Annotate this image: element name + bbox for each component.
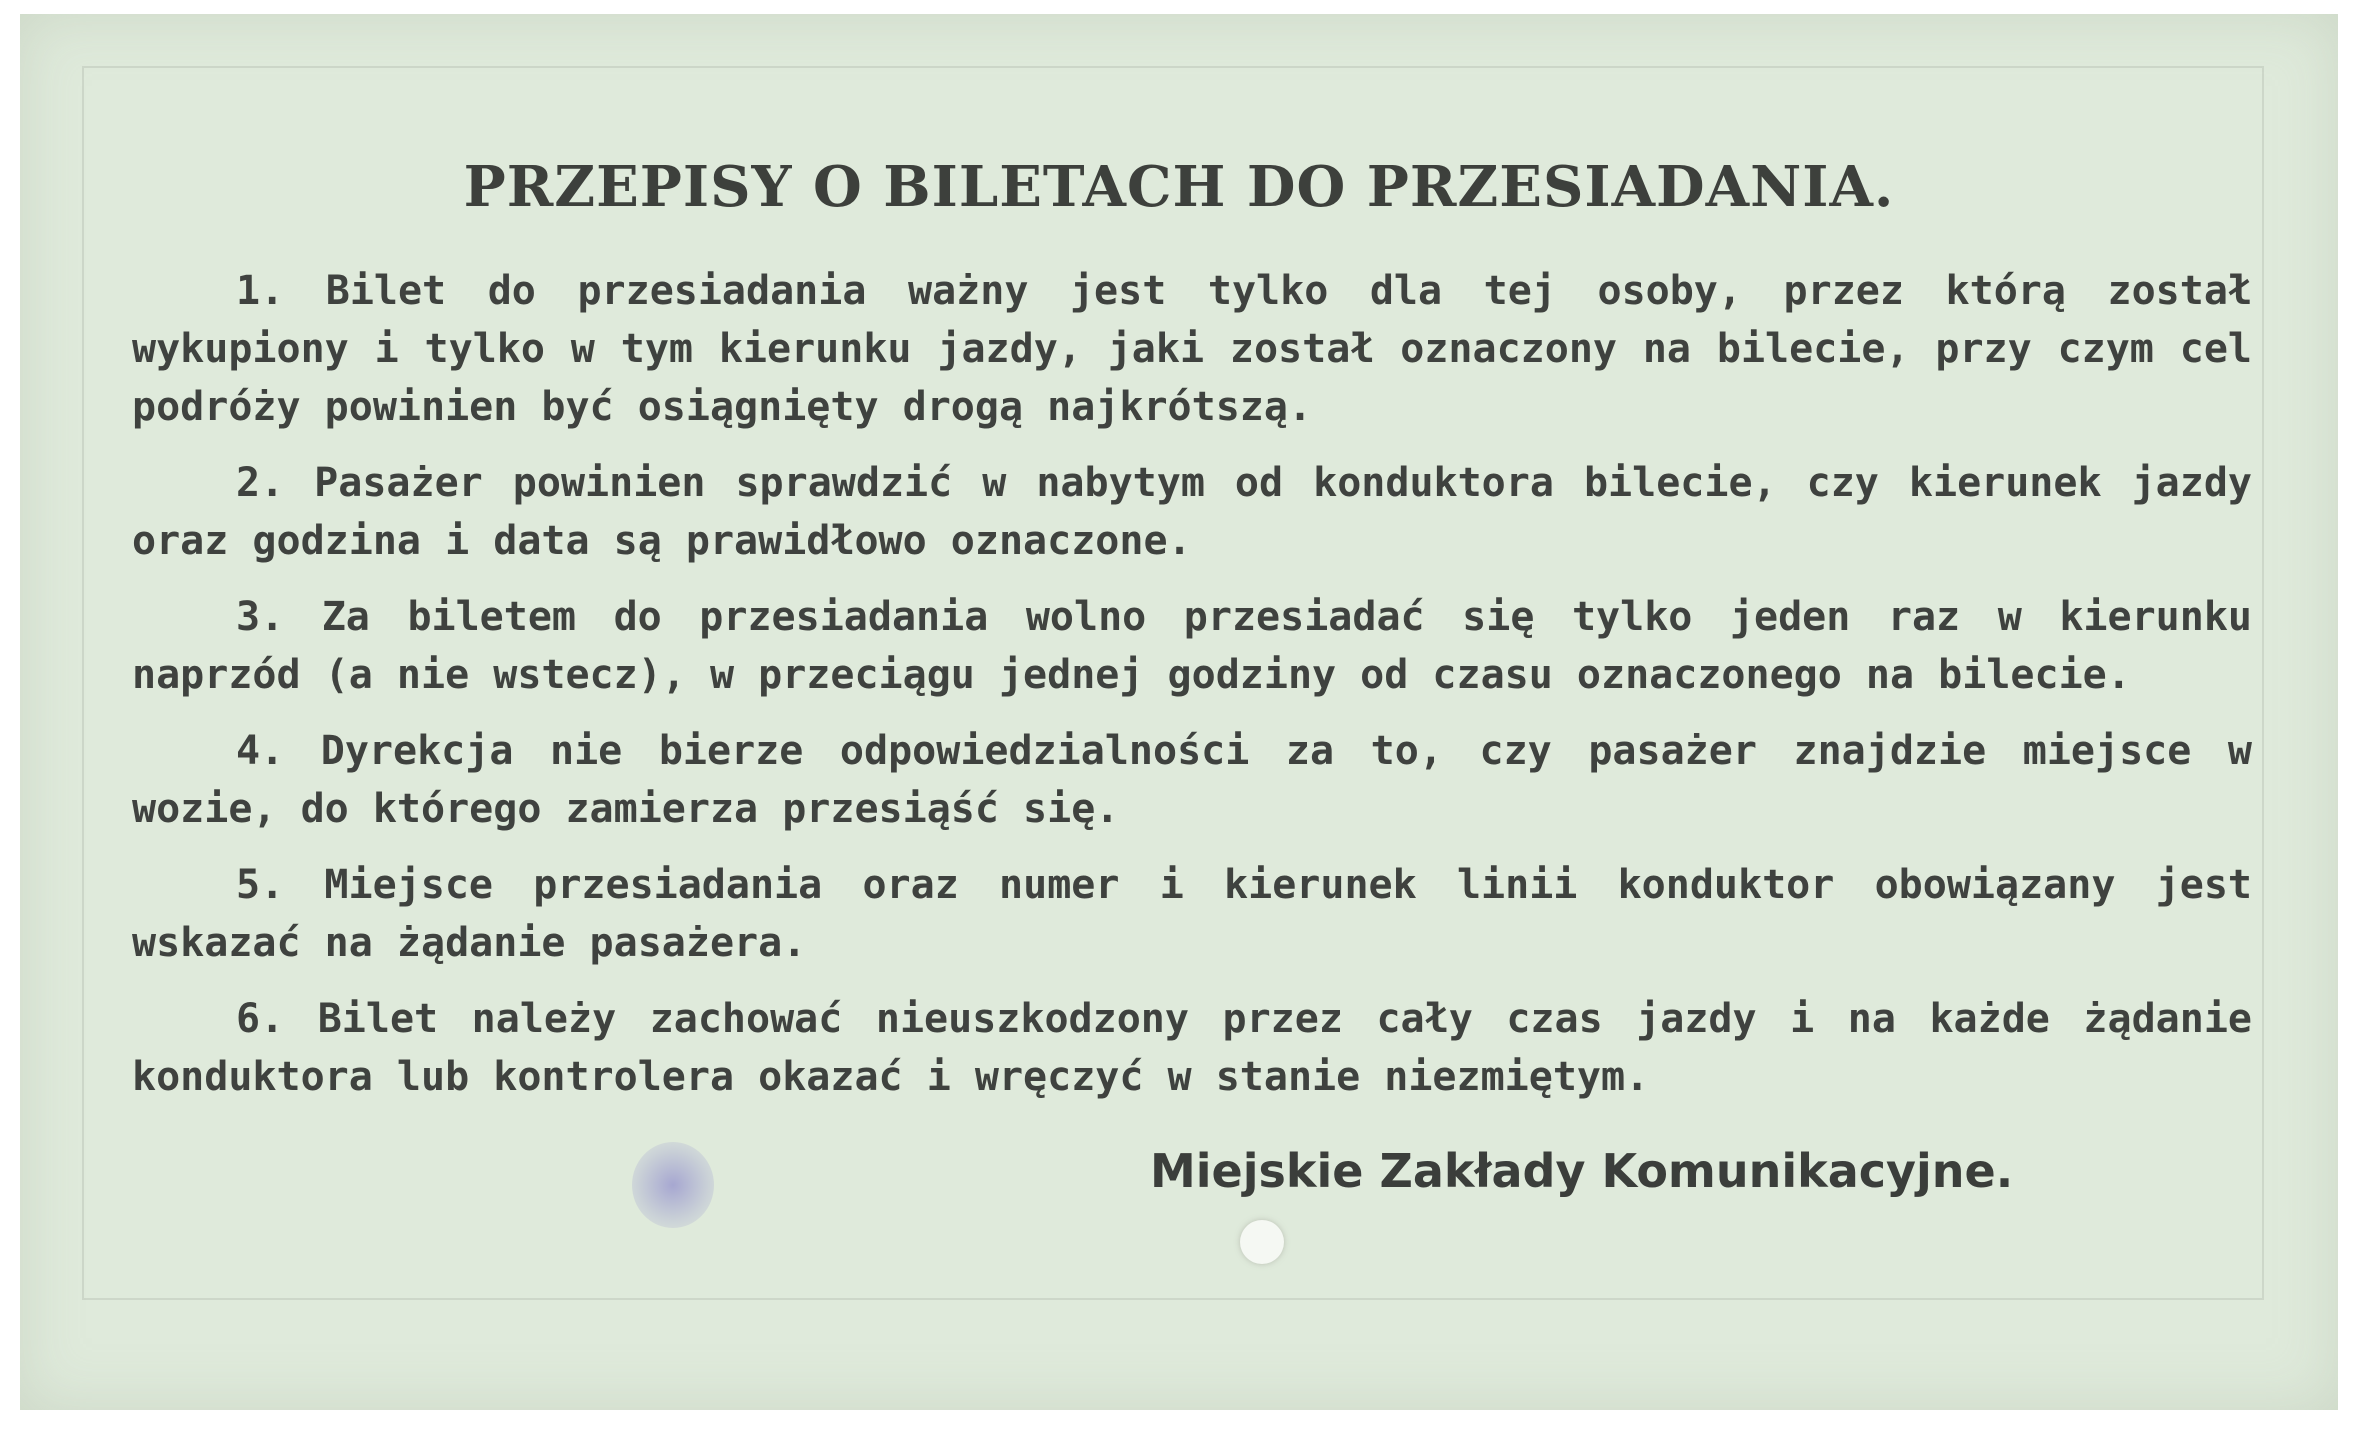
rule-text: 3. Za biletem do przesiadania wolno przesiadać się tylko jeden raz w kierunku naprzód (a nie wstecz), w przeciągu jednej godziny od czasu oznaczonego na bilecie. (132, 594, 2252, 698)
document-title: PRZEPISY O BILETACH DO PRZESIADANIA. (463, 154, 1895, 220)
rule-text: 2. Pasażer powinien sprawdzić w nabytym od konduktora bilecie, czy kierunek jazdy oraz godzina i data są prawidłowo oznaczone. (132, 460, 2252, 564)
rule-2 (132, 454, 2252, 570)
rule-5 (132, 856, 2252, 972)
rule-6 (132, 990, 2252, 1106)
rule-text: 1. Bilet do przesiadania ważny jest tylko dla tej osoby, przez którą został wykupiony i tylko w tym kierunku jazdy, jaki został oznaczony na bilecie, przy czym cel podróży powinien być osiągnięty drogą najkrótszą. (132, 268, 2252, 430)
ticket-back (20, 14, 2338, 1410)
issuer-signature: Miejskie Zakłady Komunikacyjne. (1150, 1144, 2014, 1198)
rule-1 (132, 262, 2252, 436)
ink-stain (632, 1142, 714, 1228)
rule-3 (132, 588, 2252, 704)
rules-list (132, 262, 2252, 1124)
rule-text: 4. Dyrekcja nie bierze odpowiedzialności za to, czy pasażer znajdzie miejsce w wozie, do którego zamierza przesiąść się. (132, 728, 2252, 832)
rule-4 (132, 722, 2252, 838)
rule-text: 5. Miejsce przesiadania oraz numer i kierunek linii konduktor obowiązany jest wskazać na żądanie pasażera. (132, 862, 2252, 966)
punch-hole (1240, 1220, 1284, 1264)
rule-text: 6. Bilet należy zachować nieuszkodzony przez cały czas jazdy i na każde żądanie konduktora lub kontrolera okazać i wręczyć w stanie niezmiętym. (132, 996, 2252, 1100)
